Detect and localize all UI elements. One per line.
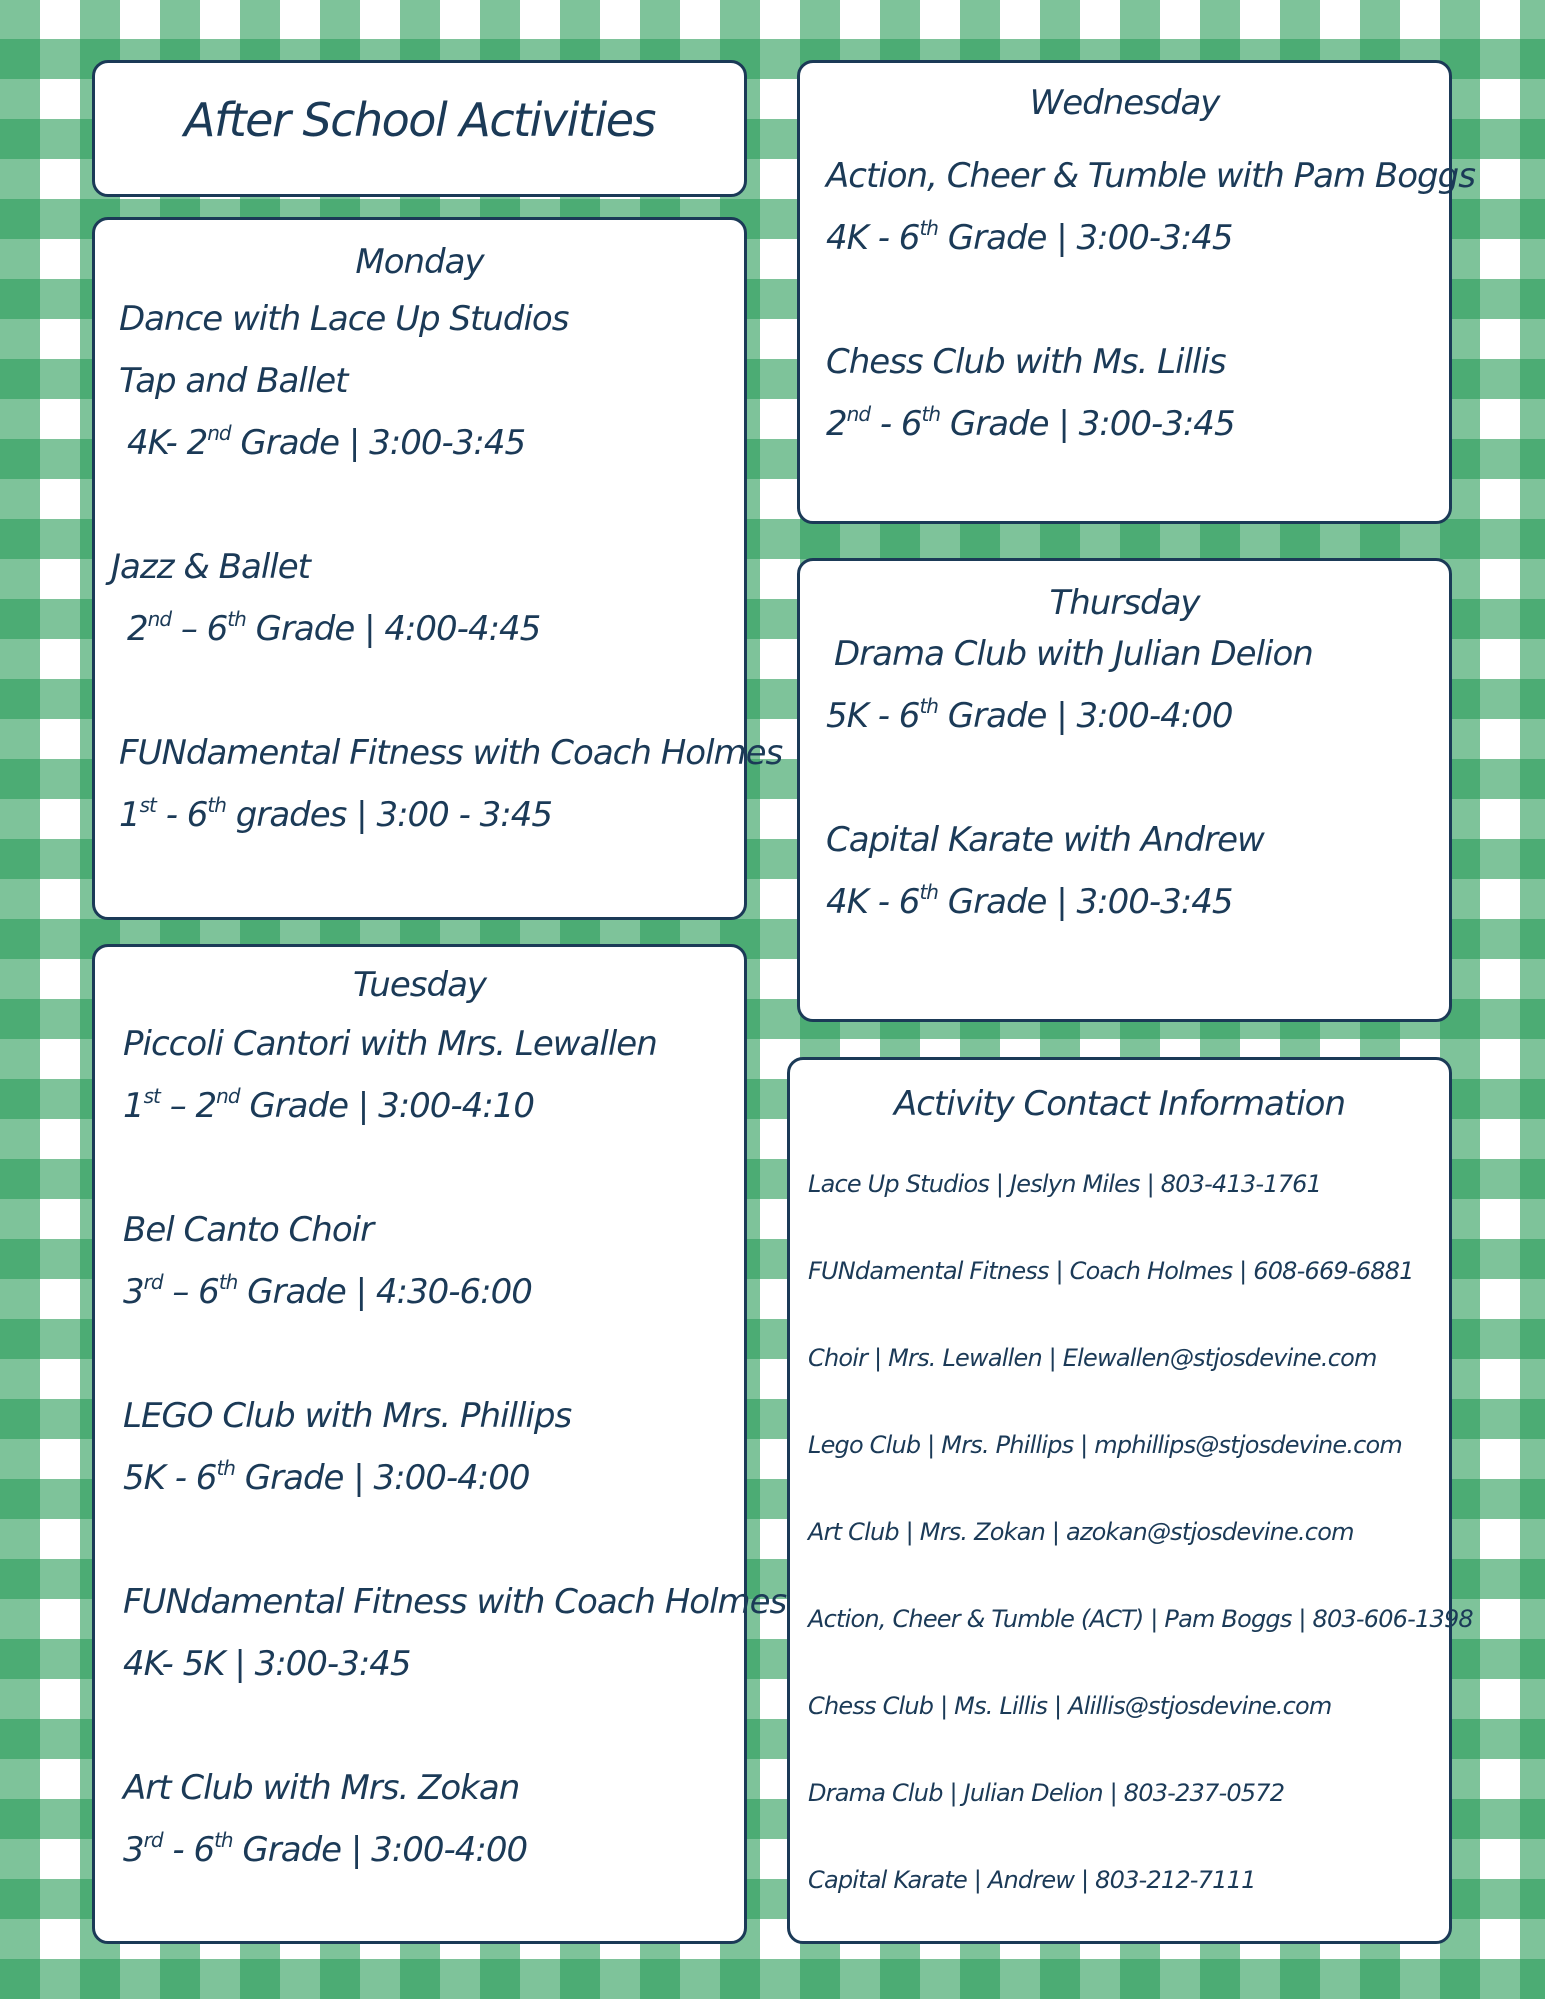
thursday-card	[797, 558, 1452, 1022]
time-text: Grade | 3:00-3:45	[937, 882, 1233, 922]
time-text: Grade | 3:00-4:10	[239, 1086, 535, 1126]
contact-card	[787, 1057, 1473, 1944]
wednesday-activity-title: Chess Club with Ms. Lillis	[826, 342, 1226, 382]
grade-text: 4K - 6	[826, 882, 920, 922]
grade-suffix: th	[214, 1827, 233, 1852]
time-text: Grade | 4:00-4:45	[245, 609, 541, 649]
grade-text: 4K- 2	[127, 423, 208, 463]
grade-suffix: rd	[143, 1827, 163, 1852]
tuesday-activity-title: Bel Canto Choir	[123, 1210, 374, 1250]
grade-text: 5K - 6	[826, 696, 920, 736]
grade-text: 1	[119, 795, 140, 835]
time-text: Grade | 3:00-4:00	[232, 1830, 528, 1870]
contact-item: Capital Karate | Andrew | 803-212-7111	[808, 1866, 1256, 1894]
grade-text: 3	[123, 1830, 144, 1870]
wednesday-heading: Wednesday	[1029, 83, 1220, 123]
grade-suffix: nd	[846, 401, 871, 426]
time-text: Grade | 3:00-4:00	[937, 696, 1233, 736]
tuesday-activity-title: Piccoli Cantori with Mrs. Lewallen	[123, 1024, 657, 1064]
tuesday-activity-grade	[123, 1447, 744, 1509]
tuesday-heading: Tuesday	[352, 965, 487, 1005]
wednesday-card	[797, 60, 1475, 524]
monday-activity-title: FUNdamental Fitness with Coach Holmes	[119, 733, 783, 773]
tuesday-card	[92, 944, 787, 1944]
grade-suffix: th	[919, 215, 938, 240]
grade-text: - 6	[870, 404, 922, 444]
grade-suffix: nd	[207, 420, 231, 445]
time-text: Grade | 3:00-3:45	[937, 218, 1233, 258]
monday-activity-title: Jazz & Ballet	[111, 547, 310, 587]
grade-text: – 6	[171, 609, 228, 649]
thursday-activity-grade	[826, 871, 1449, 933]
grade-suffix: th	[227, 606, 246, 631]
contact-item: Action, Cheer & Tumble (ACT) | Pam Boggs | 803-606-1398	[808, 1605, 1473, 1633]
grade-text: 1	[123, 1086, 144, 1126]
grade-suffix: th	[216, 1455, 235, 1480]
monday-activity-grade	[119, 412, 744, 474]
grade-suffix: th	[919, 693, 938, 718]
wednesday-activity-grade	[826, 393, 1449, 455]
time-text: Grade | 4:30-6:00	[237, 1272, 532, 1312]
monday-activity-grade	[119, 598, 744, 660]
tuesday-activity-grade	[123, 1819, 744, 1881]
grade-suffix: th	[921, 401, 941, 426]
contact-item: Art Club | Mrs. Zokan | azokan@stjosdevine.com	[808, 1518, 1354, 1546]
contact-item: Lace Up Studios | Jeslyn Miles | 803-413-1761	[808, 1170, 1322, 1198]
tuesday-activity-title: LEGO Club with Mrs. Phillips	[123, 1396, 572, 1436]
grade-text: 2	[826, 404, 847, 444]
grade-text: – 6	[162, 1272, 219, 1312]
wednesday-activity-title: Action, Cheer & Tumble with Pam Boggs	[826, 156, 1475, 196]
monday-heading: Monday	[355, 242, 484, 282]
time-text: Grade | 3:00-4:00	[234, 1458, 530, 1498]
thursday-activity-title: Drama Club with Julian Delion	[834, 634, 1313, 674]
grade-suffix: nd	[216, 1083, 240, 1108]
grade-text: 5K - 6	[123, 1458, 217, 1498]
contact-item: Chess Club | Ms. Lillis | Alillis@stjosdevine.com	[808, 1692, 1332, 1720]
contact-item: FUNdamental Fitness | Coach Holmes | 608-669-6881	[808, 1257, 1414, 1285]
contact-item: Lego Club | Mrs. Phillips | mphillips@stjosdevine.com	[808, 1431, 1403, 1459]
grade-suffix: nd	[147, 606, 172, 631]
page-title: After School Activities	[183, 93, 656, 147]
monday-activity-subtitle: Tap and Ballet	[119, 361, 348, 401]
grade-suffix: th	[218, 1269, 238, 1294]
tuesday-activity-grade	[123, 1075, 744, 1137]
time-text: grades | 3:00 - 3:45	[225, 795, 553, 835]
grade-suffix: st	[139, 792, 156, 817]
contact-item: Drama Club | Julian Delion | 803-237-0572	[808, 1779, 1285, 1807]
grade-text: - 6	[162, 1830, 215, 1870]
grade-suffix: rd	[143, 1269, 163, 1294]
monday-activity-grade	[119, 784, 744, 846]
grade-suffix: th	[207, 792, 226, 817]
thursday-heading: Thursday	[1049, 583, 1200, 623]
contact-heading: Activity Contact Information	[893, 1084, 1346, 1124]
grade-text: 2	[127, 609, 148, 649]
grade-text: 4K - 6	[826, 218, 920, 258]
wednesday-activity-grade	[826, 207, 1449, 269]
tuesday-activity-title: FUNdamental Fitness with Coach Holmes	[123, 1582, 787, 1622]
monday-activity-title: Dance with Lace Up Studios	[119, 299, 569, 339]
monday-card	[92, 217, 783, 920]
grade-suffix: st	[143, 1083, 160, 1108]
tuesday-activity-title: Art Club with Mrs. Zokan	[123, 1768, 520, 1808]
thursday-activity-title: Capital Karate with Andrew	[826, 820, 1264, 860]
tuesday-activity-grade: 4K- 5K | 3:00-3:45	[123, 1644, 411, 1684]
grade-text: - 6	[155, 795, 208, 835]
time-text: Grade | 3:00-3:45	[940, 404, 1235, 444]
grade-text: 3	[123, 1272, 144, 1312]
grade-suffix: th	[919, 879, 938, 904]
time-text: Grade | 3:00-3:45	[230, 423, 526, 463]
grade-text: – 2	[159, 1086, 217, 1126]
title-card	[92, 60, 747, 197]
tuesday-activity-grade	[123, 1261, 744, 1323]
contact-item: Choir | Mrs. Lewallen | Elewallen@stjosdevine.com	[808, 1344, 1377, 1372]
thursday-activity-grade	[826, 685, 1449, 747]
